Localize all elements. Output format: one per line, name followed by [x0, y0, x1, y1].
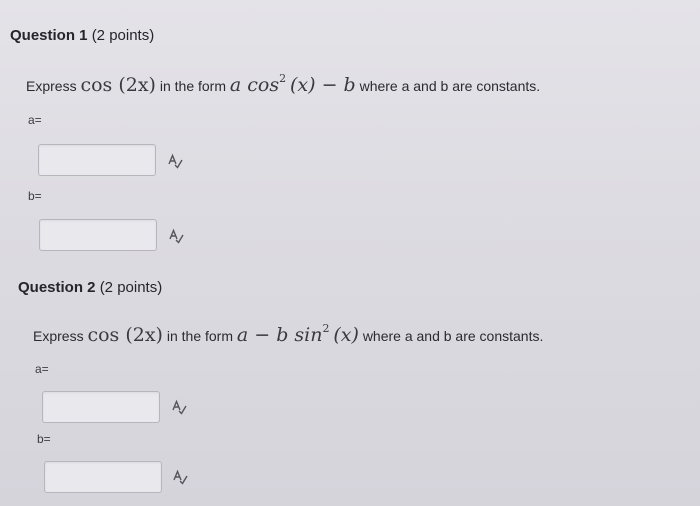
question-1-title — [10, 27, 154, 44]
field-label-b: b= — [37, 432, 51, 446]
question-2-prompt — [33, 322, 543, 346]
field-label-a: a= — [35, 362, 49, 376]
spell-check-icon[interactable] — [171, 399, 187, 415]
prompt-form-exponent: 2 — [279, 72, 287, 85]
prompt-tail: where a and b are constants. — [362, 328, 544, 344]
question-points: (2 points) — [91, 27, 155, 44]
prompt-lead: Express — [33, 328, 84, 344]
question-1-prompt — [26, 72, 540, 96]
prompt-lead: Express — [26, 78, 77, 94]
answer-a-input[interactable] — [42, 391, 160, 423]
spell-check-icon[interactable] — [172, 469, 188, 485]
prompt-expression: cos (2x) — [80, 74, 156, 96]
field-label-b: b= — [28, 189, 42, 203]
question-2-title — [18, 279, 162, 296]
prompt-form-start: a cos — [229, 74, 280, 96]
prompt-mid: in the form — [159, 78, 226, 94]
field-label-a: a= — [28, 113, 42, 127]
prompt-mid: in the form — [166, 328, 233, 344]
answer-a-input[interactable] — [38, 144, 156, 176]
prompt-form-end: (x) − b — [289, 74, 356, 96]
answer-b-input[interactable] — [39, 219, 157, 251]
prompt-tail: where a and b are constants. — [359, 78, 541, 94]
spell-check-icon[interactable] — [167, 153, 183, 169]
answer-b-input[interactable] — [44, 461, 162, 493]
question-points: (2 points) — [99, 279, 163, 296]
prompt-expression: cos (2x) — [87, 324, 163, 346]
question-title: Question 2 — [18, 279, 96, 296]
prompt-form-end: (x) — [333, 324, 359, 346]
question-title: Question 1 — [10, 27, 88, 44]
prompt-form-exponent: 2 — [322, 322, 330, 335]
prompt-form-start: a − b sin — [236, 324, 323, 346]
spell-check-icon[interactable] — [168, 228, 184, 244]
